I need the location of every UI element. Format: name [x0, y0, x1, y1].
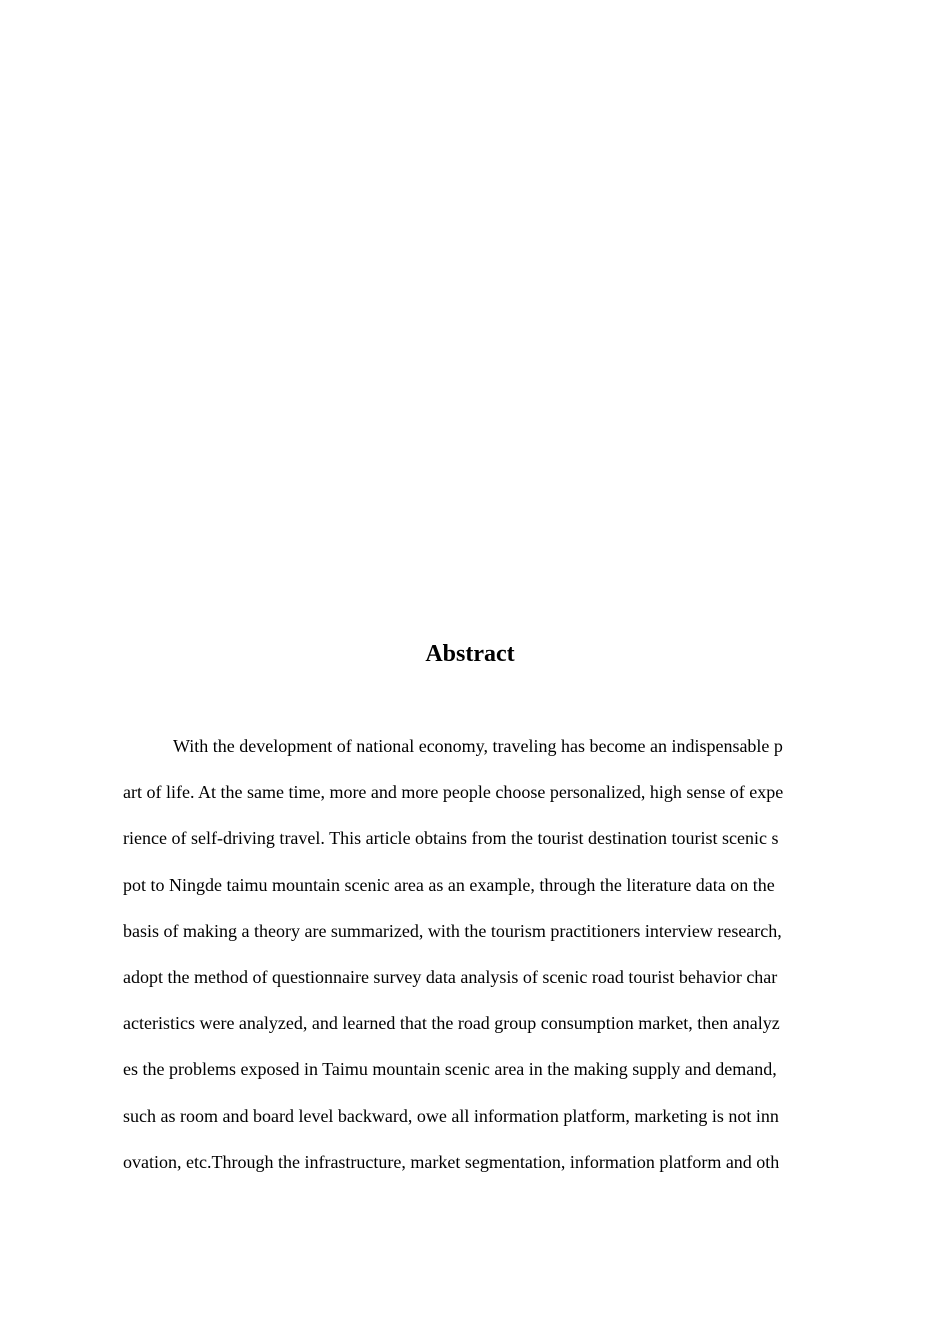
abstract-line: es the problems exposed in Taimu mountain scenic area in the making supply and demand, — [123, 1059, 777, 1080]
abstract-line: adopt the method of questionnaire survey data analysis of scenic road tourist behavior char — [123, 966, 778, 987]
abstract-heading: Abstract — [425, 641, 515, 667]
abstract-line: such as room and board level backward, owe all information platform, marketing is not inn — [123, 1105, 779, 1126]
abstract-body — [123, 730, 843, 1192]
abstract-line: ovation, etc.Through the infrastructure, market segmentation, information platform and oth — [123, 1151, 780, 1172]
abstract-line: pot to Ningde taimu mountain scenic area as an example, through the literature data on the — [123, 874, 775, 895]
abstract-line: With the development of national economy, traveling has become an indispensable p — [173, 736, 783, 756]
abstract-line: art of life. At the same time, more and more people choose personalized, high sense of expe — [123, 782, 784, 803]
abstract-line: basis of making a theory are summarized, with the tourism practitioners interview research, — [123, 920, 782, 941]
abstract-line: rience of self-driving travel. This article obtains from the tourist destination tourist scenic s — [123, 828, 779, 849]
abstract-line: acteristics were analyzed, and learned that the road group consumption market, then analyz — [123, 1013, 780, 1034]
